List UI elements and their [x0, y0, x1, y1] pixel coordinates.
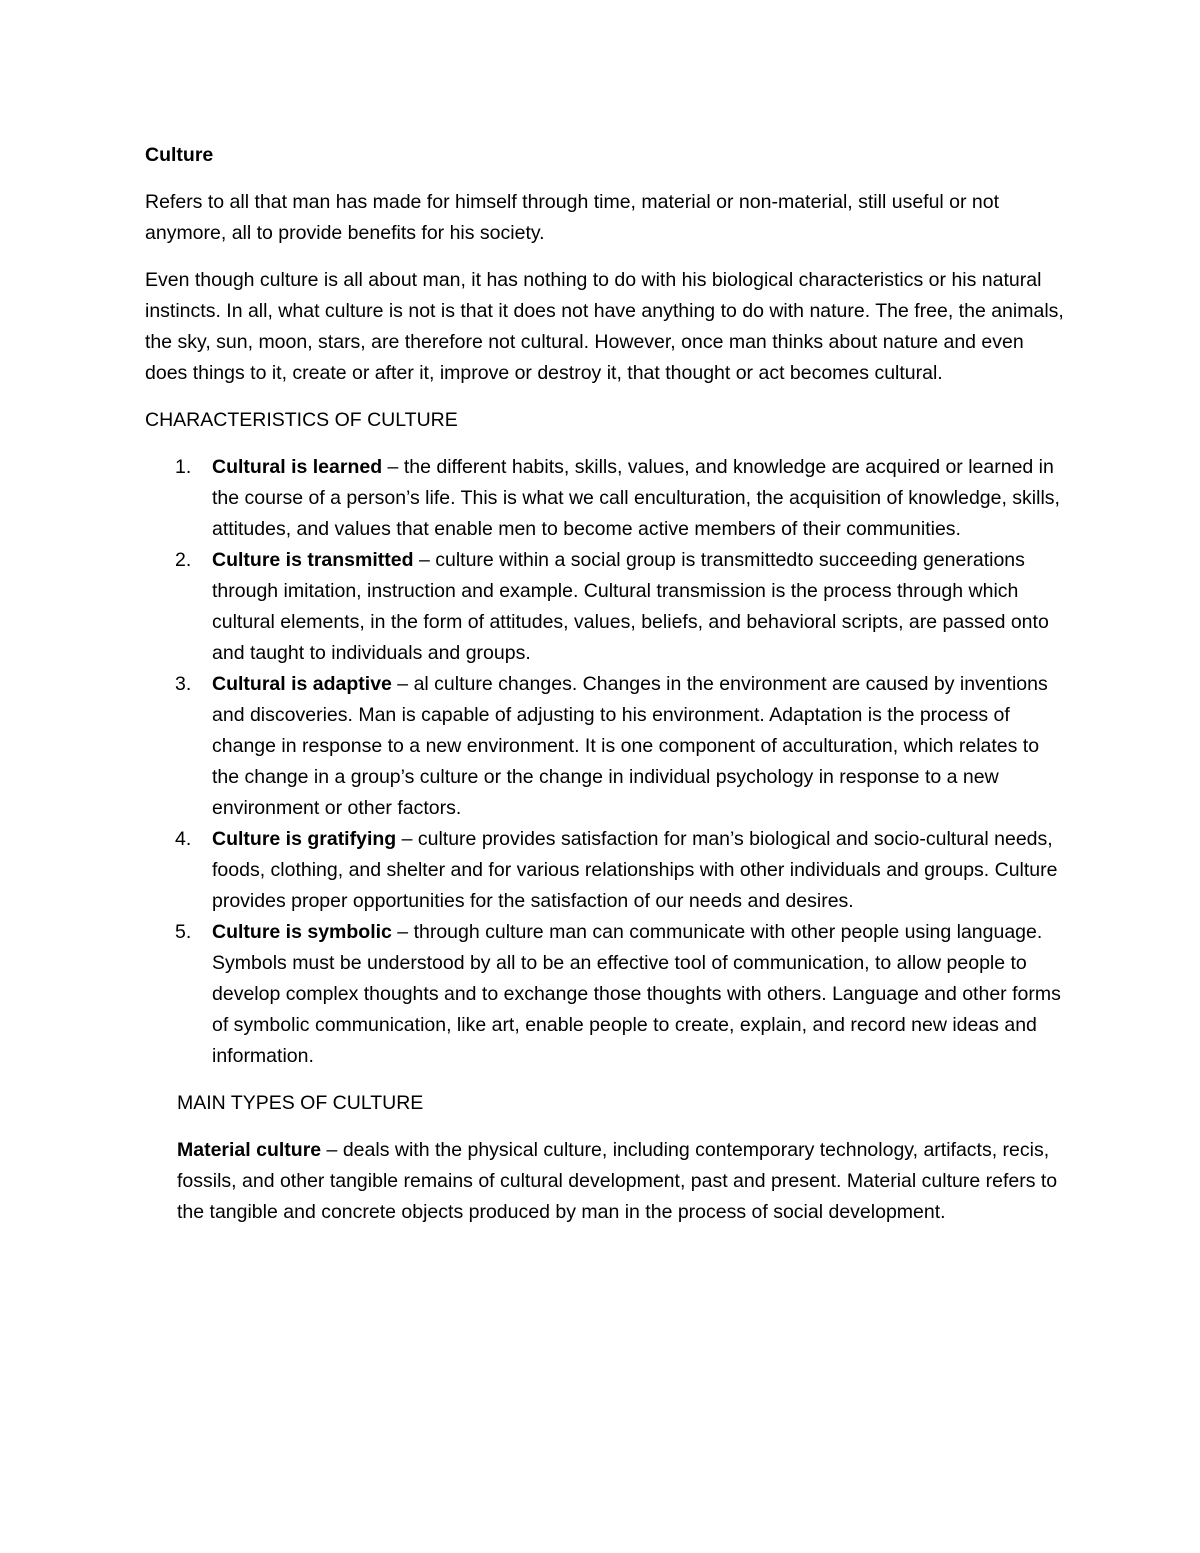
- material-culture-text: – deals with the physical culture, including contemporary technology, artifacts, recis, fossils, and other tangible remains of cultural development, past and present. Material culture refers to the tangible and concrete objects produced by man in the process of social development.: [177, 1139, 1058, 1223]
- list-item-number: 1.: [175, 456, 192, 478]
- list-item-number: 5.: [175, 921, 192, 943]
- list-item: [145, 545, 1065, 669]
- list-item: [145, 452, 1065, 545]
- material-culture-term: Material culture: [177, 1139, 322, 1161]
- list-item: [145, 824, 1065, 917]
- document-title: Culture: [145, 144, 214, 166]
- list-item-number: 3.: [175, 673, 192, 695]
- characteristics-heading: CHARACTERISTICS OF CULTURE: [145, 409, 458, 431]
- list-item-text: – culture provides satisfaction for man’s biological and socio-cultural needs, foods, clothing, and shelter and for various relationships with other individuals and groups. Culture provides proper opportunities for the satisfaction of our needs and desires.: [212, 828, 1058, 912]
- list-item-text: – al culture changes. Changes in the environment are caused by inventions and discoveries. Man is capable of adjusting to his environment. Adaptation is the process of change in response to a new environment. It is one component of acculturation, which relates to the change in a group’s culture or the change in individual psychology in response to a new environment or other factors.: [212, 673, 1048, 819]
- list-item-term: Cultural is learned: [212, 456, 383, 478]
- list-item-term: Culture is transmitted: [212, 549, 414, 571]
- list-item-number: 2.: [175, 549, 192, 571]
- list-item-term: Cultural is adaptive: [212, 673, 392, 695]
- list-item-term: Culture is symbolic: [212, 921, 392, 943]
- material-culture-paragraph: [177, 1135, 1065, 1228]
- list-item: [145, 669, 1065, 824]
- list-item-text: – culture within a social group is transmittedto succeeding generations through imitation, instruction and example. Cultural transmission is the process through which cultural elements, in the form of attitudes, values, beliefs, and behavioral scripts, are passed onto and taught to individuals and groups.: [212, 549, 1049, 664]
- list-item-number: 4.: [175, 828, 192, 850]
- types-heading: MAIN TYPES OF CULTURE: [177, 1092, 424, 1114]
- intro-paragraph-1: Refers to all that man has made for himself through time, material or non-material, still useful or not anymore, all to provide benefits for his society.: [145, 191, 1000, 244]
- list-item-text: – the different habits, skills, values, and knowledge are acquired or learned in the course of a person’s life. This is what we call enculturation, the acquisition of knowledge, skills, attitudes, and values that enable men to become active members of their communities.: [212, 456, 1060, 540]
- document-page: [145, 140, 1065, 1244]
- list-item-term: Culture is gratifying: [212, 828, 397, 850]
- intro-paragraph-2: Even though culture is all about man, it has nothing to do with his biological characteristics or his natural instincts. In all, what culture is not is that it does not have anything to do with nature. The free, the animals, the sky, sun, moon, stars, are therefore not cultural. However, once man thinks about nature and even does things to it, create or after it, improve or destroy it, that thought or act becomes cultural.: [145, 269, 1064, 384]
- list-item-text: – through culture man can communicate with other people using language. Symbols must be understood by all to be an effective tool of communication, to allow people to develop complex thoughts and to exchange those thoughts with others. Language and other forms of symbolic communication, like art, enable people to create, explain, and record new ideas and information.: [212, 921, 1061, 1067]
- characteristics-list: [145, 452, 1065, 1072]
- list-item: [145, 917, 1065, 1072]
- types-section: [177, 1088, 1065, 1228]
